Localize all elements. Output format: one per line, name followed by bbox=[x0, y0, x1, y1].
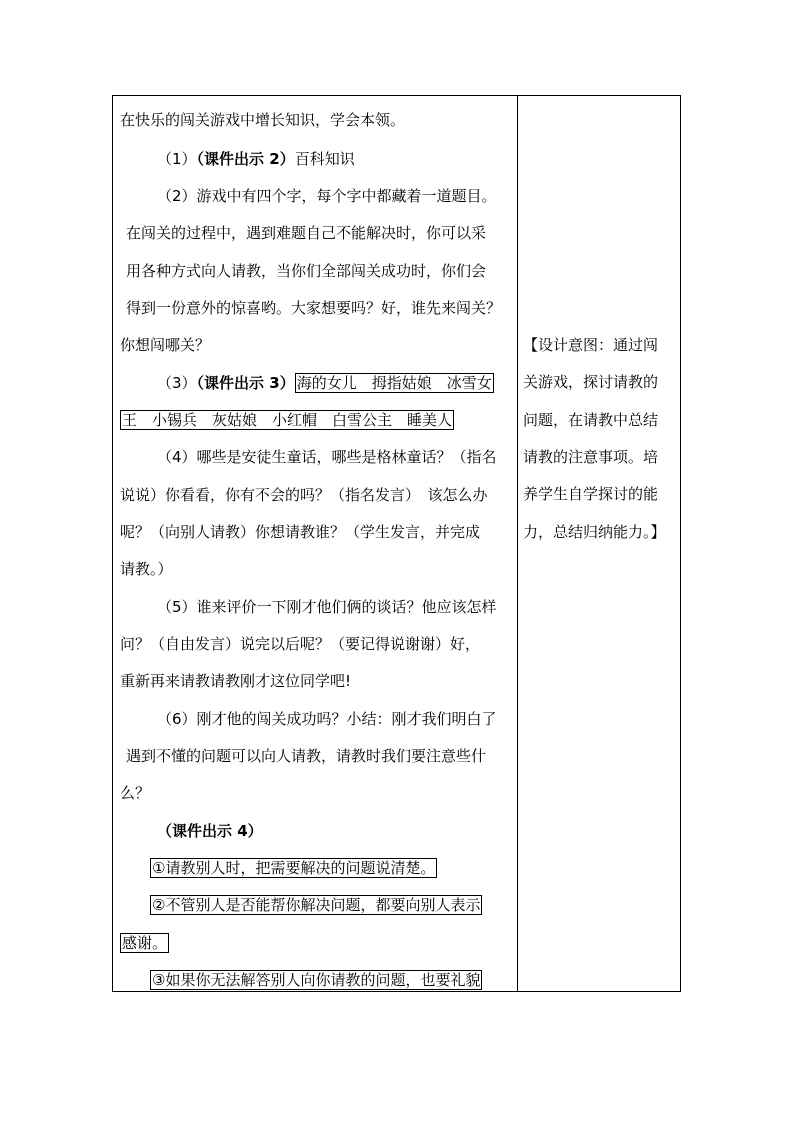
design-intent-line-1: 【设计意图：通过闯 bbox=[523, 336, 659, 354]
intro-line: 在快乐的闯关游戏中增长知识，学会本领。 bbox=[120, 111, 406, 129]
step-4-line-3: 呢？（向别人请教）你想请教谁？（学生发言，并完成 bbox=[120, 523, 481, 541]
design-intent-line-5: 养学生自学探讨的能 bbox=[523, 485, 659, 503]
step-1 bbox=[157, 148, 355, 170]
step-6-line-1: （6）刚才他的闯关成功吗？小结：刚才我们明白了 bbox=[157, 710, 497, 728]
step-2-line-1: （2）游戏中有四个字，每个字中都藏着一道题目。 bbox=[157, 187, 497, 205]
lesson-table bbox=[112, 95, 681, 992]
step-1-courseware: （课件出示 2） bbox=[196, 150, 295, 168]
step-3 bbox=[157, 372, 494, 394]
step-2-line-5: 你想闯哪关？ bbox=[120, 336, 211, 354]
step-5-line-2: 问？（自由发言）说完以后呢？（要记得说谢谢）好， bbox=[120, 635, 481, 653]
tip-3 bbox=[150, 969, 482, 991]
step-2-line-3: 用各种方式向人请教，当你们全部闯关成功时，你们会 bbox=[126, 262, 487, 280]
step-4-line-4: 请教。） bbox=[120, 560, 173, 578]
step-2-line-4: 得到一份意外的惊喜哟。大家想要吗？好，谁先来闯关？ bbox=[126, 299, 502, 317]
design-intent-line-6: 力，总结归纳能力。】 bbox=[523, 523, 666, 541]
step-1-number: （1） bbox=[157, 150, 197, 168]
step-6-line-3: 么？ bbox=[120, 784, 151, 802]
step-3-number: （3） bbox=[157, 374, 197, 392]
story-list-box-2: 王 小锡兵 灰姑娘 小红帽 白雪公主 睡美人 bbox=[122, 411, 453, 429]
column-divider bbox=[517, 96, 518, 991]
tip-3-box: ③如果你无法解答别人向你请教的问题，也要礼貌 bbox=[152, 971, 481, 989]
tip-2-line-1 bbox=[150, 894, 482, 916]
step-3-line-2 bbox=[120, 409, 454, 431]
step-5-line-3: 重新再来请教请教刚才这位同学吧! bbox=[120, 672, 352, 690]
step-6-line-2: 遇到不懂的问题可以向人请教，请教时我们要注意些什 bbox=[126, 747, 487, 765]
step-4-line-2: 说说）你看看，你有不会的吗？（指名发言） 该怎么办 bbox=[120, 486, 488, 504]
tip-1 bbox=[150, 857, 437, 879]
step-5-line-1: （5）谁来评价一下刚才他们俩的谈话？他应该怎样 bbox=[157, 598, 497, 616]
tip-2-box-cont: 感谢。 bbox=[122, 934, 168, 952]
step-1-text: 百科知识 bbox=[294, 150, 355, 168]
step-4-line-1: （4）哪些是安徒生童话，哪些是格林童话？（指名 bbox=[157, 448, 497, 466]
tip-2-box: ②不管别人是否能帮你解决问题，都要向别人表示 bbox=[152, 896, 481, 914]
tip-2-line-2 bbox=[120, 932, 169, 954]
tip-1-box: ①请教别人时，把需要解决的问题说清楚。 bbox=[152, 859, 436, 877]
design-intent-line-4: 请教的注意事项。培 bbox=[523, 448, 659, 466]
design-intent-line-2: 关游戏，探讨请教的 bbox=[523, 373, 659, 391]
step-3-courseware: （课件出示 3） bbox=[196, 374, 295, 392]
story-list-box-1: 海的女儿 拇指姑娘 冰雪女 bbox=[296, 374, 492, 392]
step-2-line-2: 在闯关的过程中，遇到难题自己不能解决时，你可以采 bbox=[126, 224, 487, 242]
design-intent-line-3: 问题，在请教中总结 bbox=[523, 411, 659, 429]
step-7-courseware: （课件出示 4） bbox=[157, 822, 263, 840]
